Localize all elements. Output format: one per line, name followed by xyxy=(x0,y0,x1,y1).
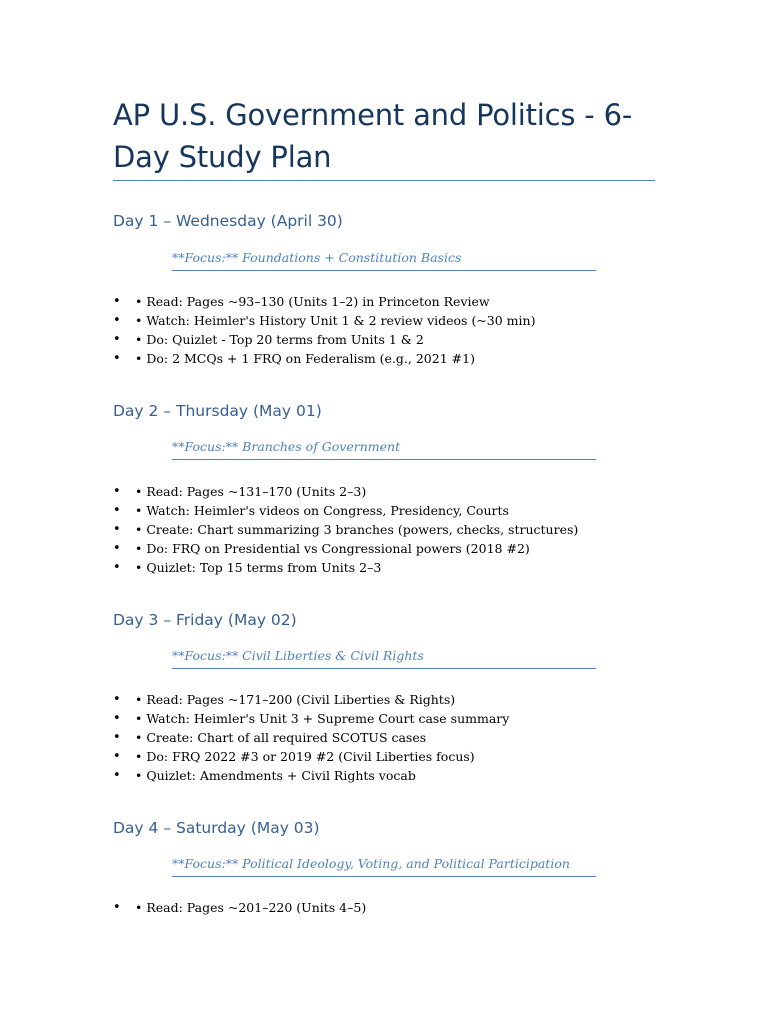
bullet-icon: • xyxy=(113,711,121,726)
day-4-heading: Day 4 – Saturday (May 03) xyxy=(113,819,320,837)
task-text: • Read: Pages ~93–130 (Units 1–2) in Princeton Review xyxy=(135,294,490,309)
bullet-icon: • xyxy=(113,351,121,366)
day-4-focus: **Focus:** Political Ideology, Voting, and Political Participation xyxy=(172,856,596,877)
task-text: • Quizlet: Amendments + Civil Rights vocab xyxy=(135,768,416,783)
task-text: • Do: 2 MCQs + 1 FRQ on Federalism (e.g., 2021 #1) xyxy=(135,351,475,366)
task-text: • Watch: Heimler's History Unit 1 & 2 review videos (~30 min) xyxy=(135,313,536,328)
page-title: AP U.S. Government and Politics - 6-Day Study Plan xyxy=(113,98,633,174)
bullet-icon: • xyxy=(113,294,121,309)
bullet-icon: • xyxy=(113,730,121,745)
title-divider xyxy=(113,180,655,181)
bullet-icon: • xyxy=(113,692,121,707)
task-text: • Watch: Heimler's Unit 3 + Supreme Court case summary xyxy=(135,711,510,726)
bullet-icon: • xyxy=(113,749,121,764)
day-1-focus: **Focus:** Foundations + Constitution Basics xyxy=(172,250,596,271)
day-3-heading: Day 3 – Friday (May 02) xyxy=(113,611,297,629)
bullet-icon: • xyxy=(113,560,121,575)
bullet-icon: • xyxy=(113,484,121,499)
day-1-heading: Day 1 – Wednesday (April 30) xyxy=(113,212,343,230)
task-text: • Do: FRQ 2022 #3 or 2019 #2 (Civil Liberties focus) xyxy=(135,749,475,764)
task-text: • Read: Pages ~131–170 (Units 2–3) xyxy=(135,484,367,499)
bullet-icon: • xyxy=(113,900,121,915)
task-text: • Quizlet: Top 15 terms from Units 2–3 xyxy=(135,560,382,575)
bullet-icon: • xyxy=(113,503,121,518)
bullet-icon: • xyxy=(113,541,121,556)
day-3-focus: **Focus:** Civil Liberties & Civil Rights xyxy=(172,648,596,669)
bullet-icon: • xyxy=(113,313,121,328)
task-text: • Watch: Heimler's videos on Congress, Presidency, Courts xyxy=(135,503,509,518)
task-text: • Create: Chart summarizing 3 branches (powers, checks, structures) xyxy=(135,522,579,537)
task-text: • Read: Pages ~201–220 (Units 4–5) xyxy=(135,900,367,915)
task-text: • Do: FRQ on Presidential vs Congressional powers (2018 #2) xyxy=(135,541,530,556)
bullet-icon: • xyxy=(113,768,121,783)
bullet-icon: • xyxy=(113,332,121,347)
day-2-focus: **Focus:** Branches of Government xyxy=(172,439,596,460)
bullet-icon: • xyxy=(113,522,121,537)
task-text: • Read: Pages ~171–200 (Civil Liberties & Rights) xyxy=(135,692,456,707)
task-text: • Do: Quizlet - Top 20 terms from Units 1 & 2 xyxy=(135,332,424,347)
day-2-heading: Day 2 – Thursday (May 01) xyxy=(113,402,322,420)
task-text: • Create: Chart of all required SCOTUS cases xyxy=(135,730,427,745)
